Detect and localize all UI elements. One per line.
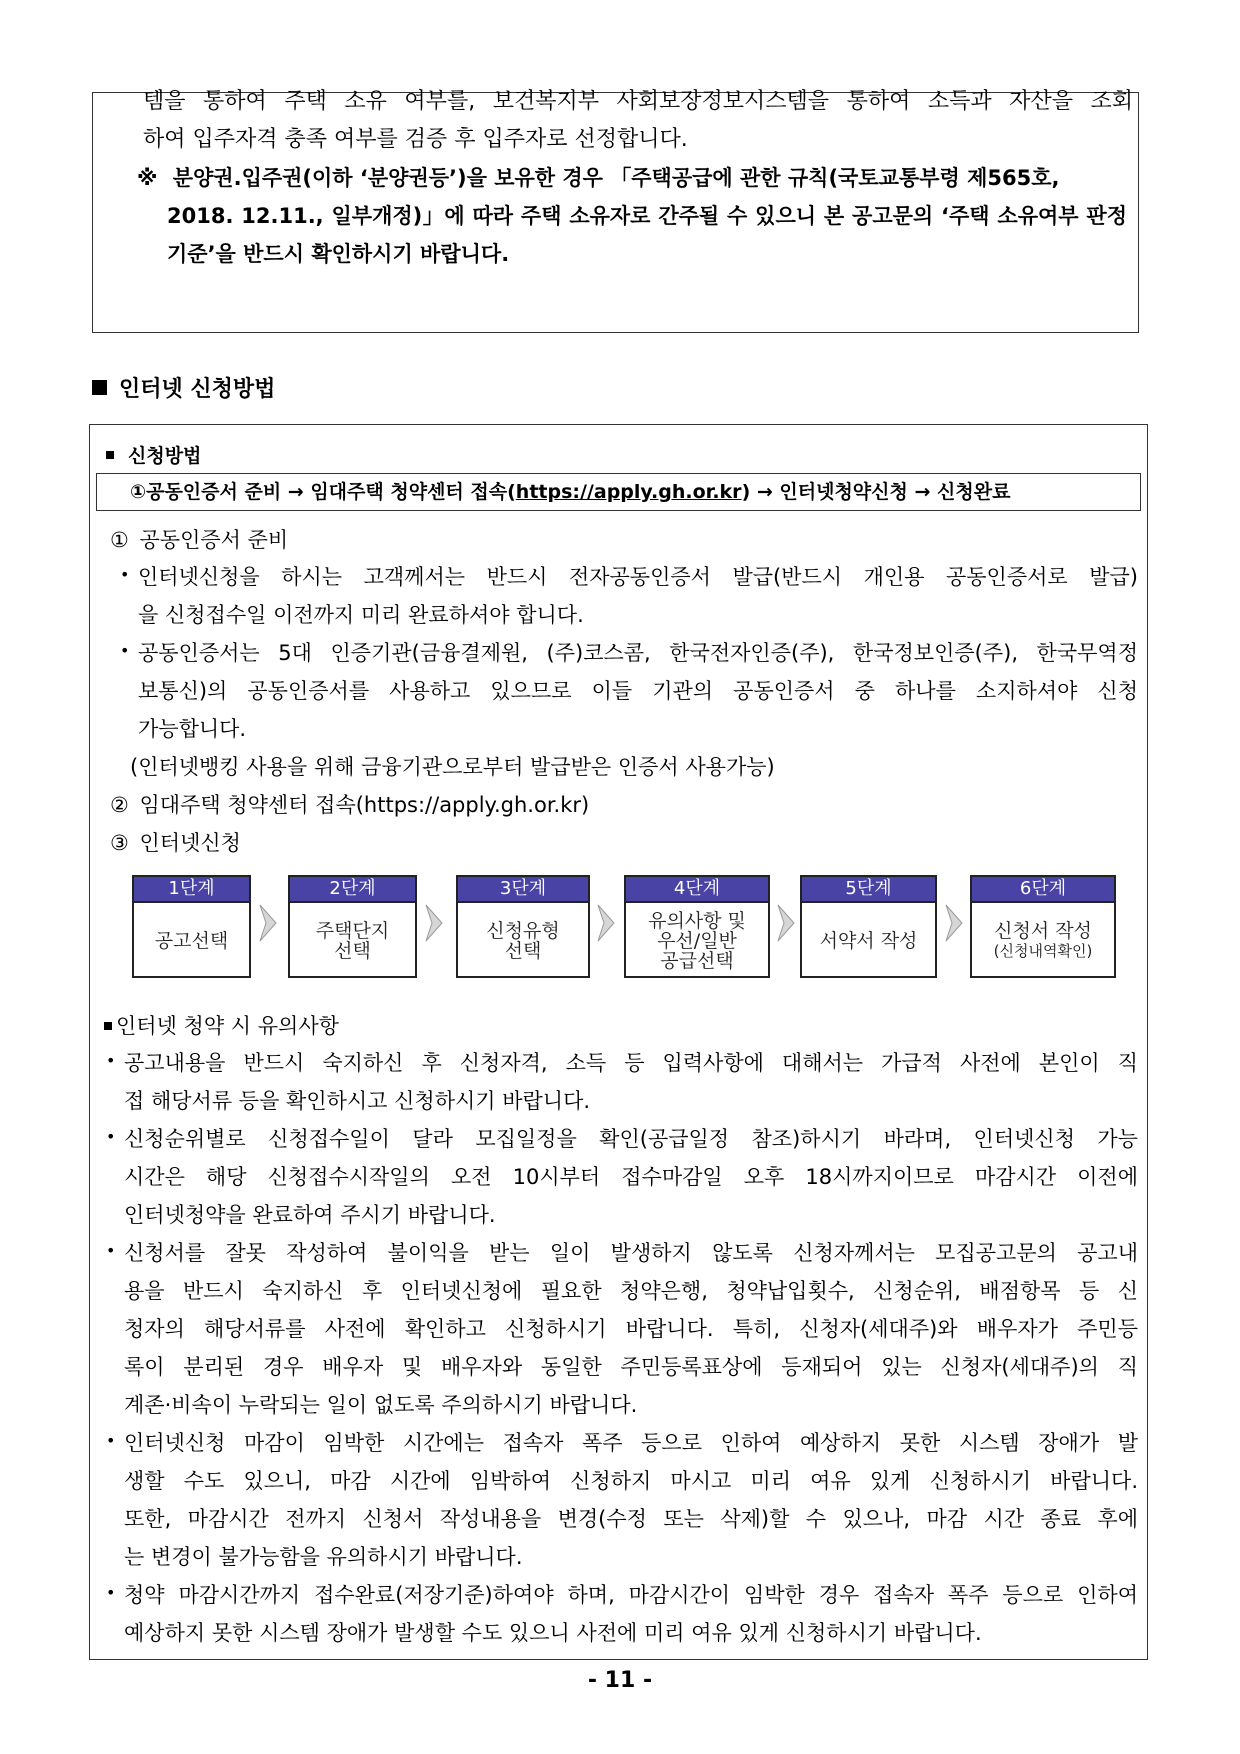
note-text: 분양권.입주권(이하 ‘분양권등’)을 보유한 경우 「주택공급에 관한 규칙(국토교통부령 제565호, (172, 166, 1060, 190)
step-1 (132, 875, 251, 978)
step-header: 2단계 (290, 877, 415, 903)
step-body: 공고선택 (154, 929, 229, 952)
bullet-icon: • (106, 1583, 116, 1602)
caution-line: 계존·비속이 누락되는 일이 없도록 주의하시기 바랍니다. (124, 1393, 638, 1417)
caution-line: 접 해당서류 등을 확인하시고 신청하시기 바랍니다. (124, 1089, 591, 1113)
step-5 (800, 875, 937, 978)
chevron-right-icon (776, 903, 798, 943)
square-bullet-icon (106, 451, 114, 459)
note-line: 2018. 12.11., 일부개정)」에 따라 주택 소유자로 간주될 수 있으니 본 공고문의 ‘주택 소유여부 판정 (167, 204, 1127, 228)
chevron-right-icon (258, 903, 280, 943)
step-header: 6단계 (972, 877, 1114, 903)
caution-line: 청약 마감시간까지 접수완료(저장기준)하여야 하며, 마감시간이 임박한 경우 접속자 폭주 등으로 인하여 (124, 1583, 1138, 1607)
caution-line: 인터넷신청 마감이 임박한 시간에는 접속자 폭주 등으로 인하여 예상하지 못한 시스템 장애가 발 (124, 1431, 1138, 1455)
note-mark: ※ (137, 166, 158, 190)
caution-line: 신청순위별로 신청접수일이 달라 모집일정을 확인(공급일정 참조)하시기 바라며, 인터넷신청 가능 (124, 1127, 1138, 1151)
square-bullet-icon (104, 1022, 112, 1030)
step-body: 주택단지 선택 (315, 919, 390, 962)
caution-line: 청자의 해당서류를 사전에 확인하고 신청하시기 바랍니다. 특히, 신청자(세대주)와 배우자가 주민등 (124, 1317, 1138, 1341)
bullet-icon: • (106, 1127, 116, 1146)
bullet-icon: • (120, 565, 130, 584)
step-body: 신청유형 선택 (486, 919, 560, 962)
parenthetical-note: (인터넷뱅킹 사용을 위해 금융기관으로부터 발급받은 인증서 사용가능) (130, 755, 775, 779)
caution-line: 생할 수도 있으니, 마감 시간에 임박하여 신청하지 마시고 미리 여유 있게 신청하시기 바랍니다. (124, 1469, 1138, 1493)
apply-link[interactable]: https://apply.gh.or.kr (515, 481, 742, 503)
step-body: 유의사항 및 우선/일반 공급선택 (648, 909, 746, 972)
internet-application-box (89, 424, 1148, 1660)
bullet-line: 가능합니다. (138, 717, 247, 741)
chevron-right-icon (424, 903, 446, 943)
page-number: - 11 - (587, 1668, 653, 1693)
item-heading: ② 임대주택 청약센터 접속(https://apply.gh.or.kr) (110, 793, 590, 817)
subsection-title: 신청방법 (106, 441, 201, 468)
bullet-line: 보통신)의 공동인증서를 사용하고 있으므로 이들 기관의 공동인증서 중 하나를 소지하셔야 신청 (138, 679, 1138, 703)
step-4 (624, 875, 770, 978)
bullet-line: 을 신청접수일 이전까지 미리 완료하셔야 합니다. (138, 603, 584, 627)
bullet-icon: • (106, 1431, 116, 1450)
caution-line: 인터넷청약을 완료하여 주시기 바랍니다. (124, 1203, 496, 1227)
step-header: 5단계 (802, 877, 935, 903)
paragraph-line: 템을 통하여 주택 소유 여부를, 보건복지부 사회보장정보시스템을 통하여 소득과 자산을 조회 (143, 89, 1133, 114)
caution-line: 록이 분리된 경우 배우자 및 배우자와 동일한 주민등록표상에 등재되어 있는 신청자(세대주)의 직 (124, 1355, 1138, 1379)
step-header: 4단계 (626, 877, 768, 903)
step-2 (288, 875, 417, 978)
item-heading: ① 공동인증서 준비 (110, 528, 289, 552)
method-flow: ①공동인증서 준비 → 임대주택 청약센터 접속(https://apply.gh.or.kr) → 인터넷청약신청 → 신청완료 (96, 473, 1141, 511)
caution-line: 신청서를 잘못 작성하여 불이익을 받는 일이 발생하지 않도록 신청자께서는 모집공고문의 공고내 (124, 1241, 1138, 1265)
step-6 (970, 875, 1116, 978)
bullet-icon: • (120, 641, 130, 660)
caution-line: 또한, 마감시간 전까지 신청서 작성내용을 변경(수정 또는 삭제)할 수 있으나, 마감 시간 종료 후에 (124, 1507, 1138, 1531)
caution-line: 는 변경이 불가능함을 유의하시기 바랍니다. (124, 1545, 523, 1569)
caution-line: 공고내용을 반드시 숙지하신 후 신청자격, 소득 등 입력사항에 대해서는 가급적 사전에 본인이 직 (124, 1051, 1138, 1075)
step-header: 1단계 (134, 877, 249, 903)
step-body: 신청서 작성 (신청내역확인) (993, 919, 1093, 960)
caution-line: 용을 반드시 숙지하신 후 인터넷신청에 필요한 청약은행, 청약납입횟수, 신청순위, 배점항목 등 신 (124, 1279, 1138, 1303)
bullet-line: 인터넷신청을 하시는 고객께서는 반드시 전자공동인증서 발급(반드시 개인용 공동인증서로 발급) (138, 565, 1138, 589)
continuation-box (92, 89, 1139, 333)
chevron-right-icon (596, 903, 618, 943)
item-heading: ③ 인터넷신청 (110, 831, 241, 855)
step-body: 서약서 작성 (819, 929, 918, 952)
square-bullet-icon (92, 380, 107, 395)
caution-title: 인터넷 청약 시 유의사항 (104, 1008, 339, 1044)
bullet-icon: • (106, 1241, 116, 1260)
step-3 (456, 875, 590, 978)
bullet-line: 공동인증서는 5대 인증기관(금융결제원, (주)코스콤, 한국전자인증(주), 한국정보인증(주), 한국무역정 (138, 641, 1138, 665)
note-line: 기준’을 반드시 확인하시기 바랍니다. (167, 242, 510, 266)
note-line (137, 159, 1127, 197)
caution-line: 예상하지 못한 시스템 장애가 발생할 수도 있으니 사전에 미리 여유 있게 신청하시기 바랍니다. (124, 1621, 982, 1645)
paragraph-line: 하여 입주자격 충족 여부를 검증 후 입주자로 선정합니다. (143, 127, 688, 152)
chevron-right-icon (944, 903, 966, 943)
application-steps (132, 875, 1112, 985)
bullet-icon: • (106, 1051, 116, 1070)
step-header: 3단계 (458, 877, 588, 903)
section-title: 인터넷 신청방법 (92, 372, 275, 403)
caution-line: 시간은 해당 신청접수시작일의 오전 10시부터 접수마감일 오후 18시까지이므로 마감시간 이전에 (124, 1165, 1138, 1189)
